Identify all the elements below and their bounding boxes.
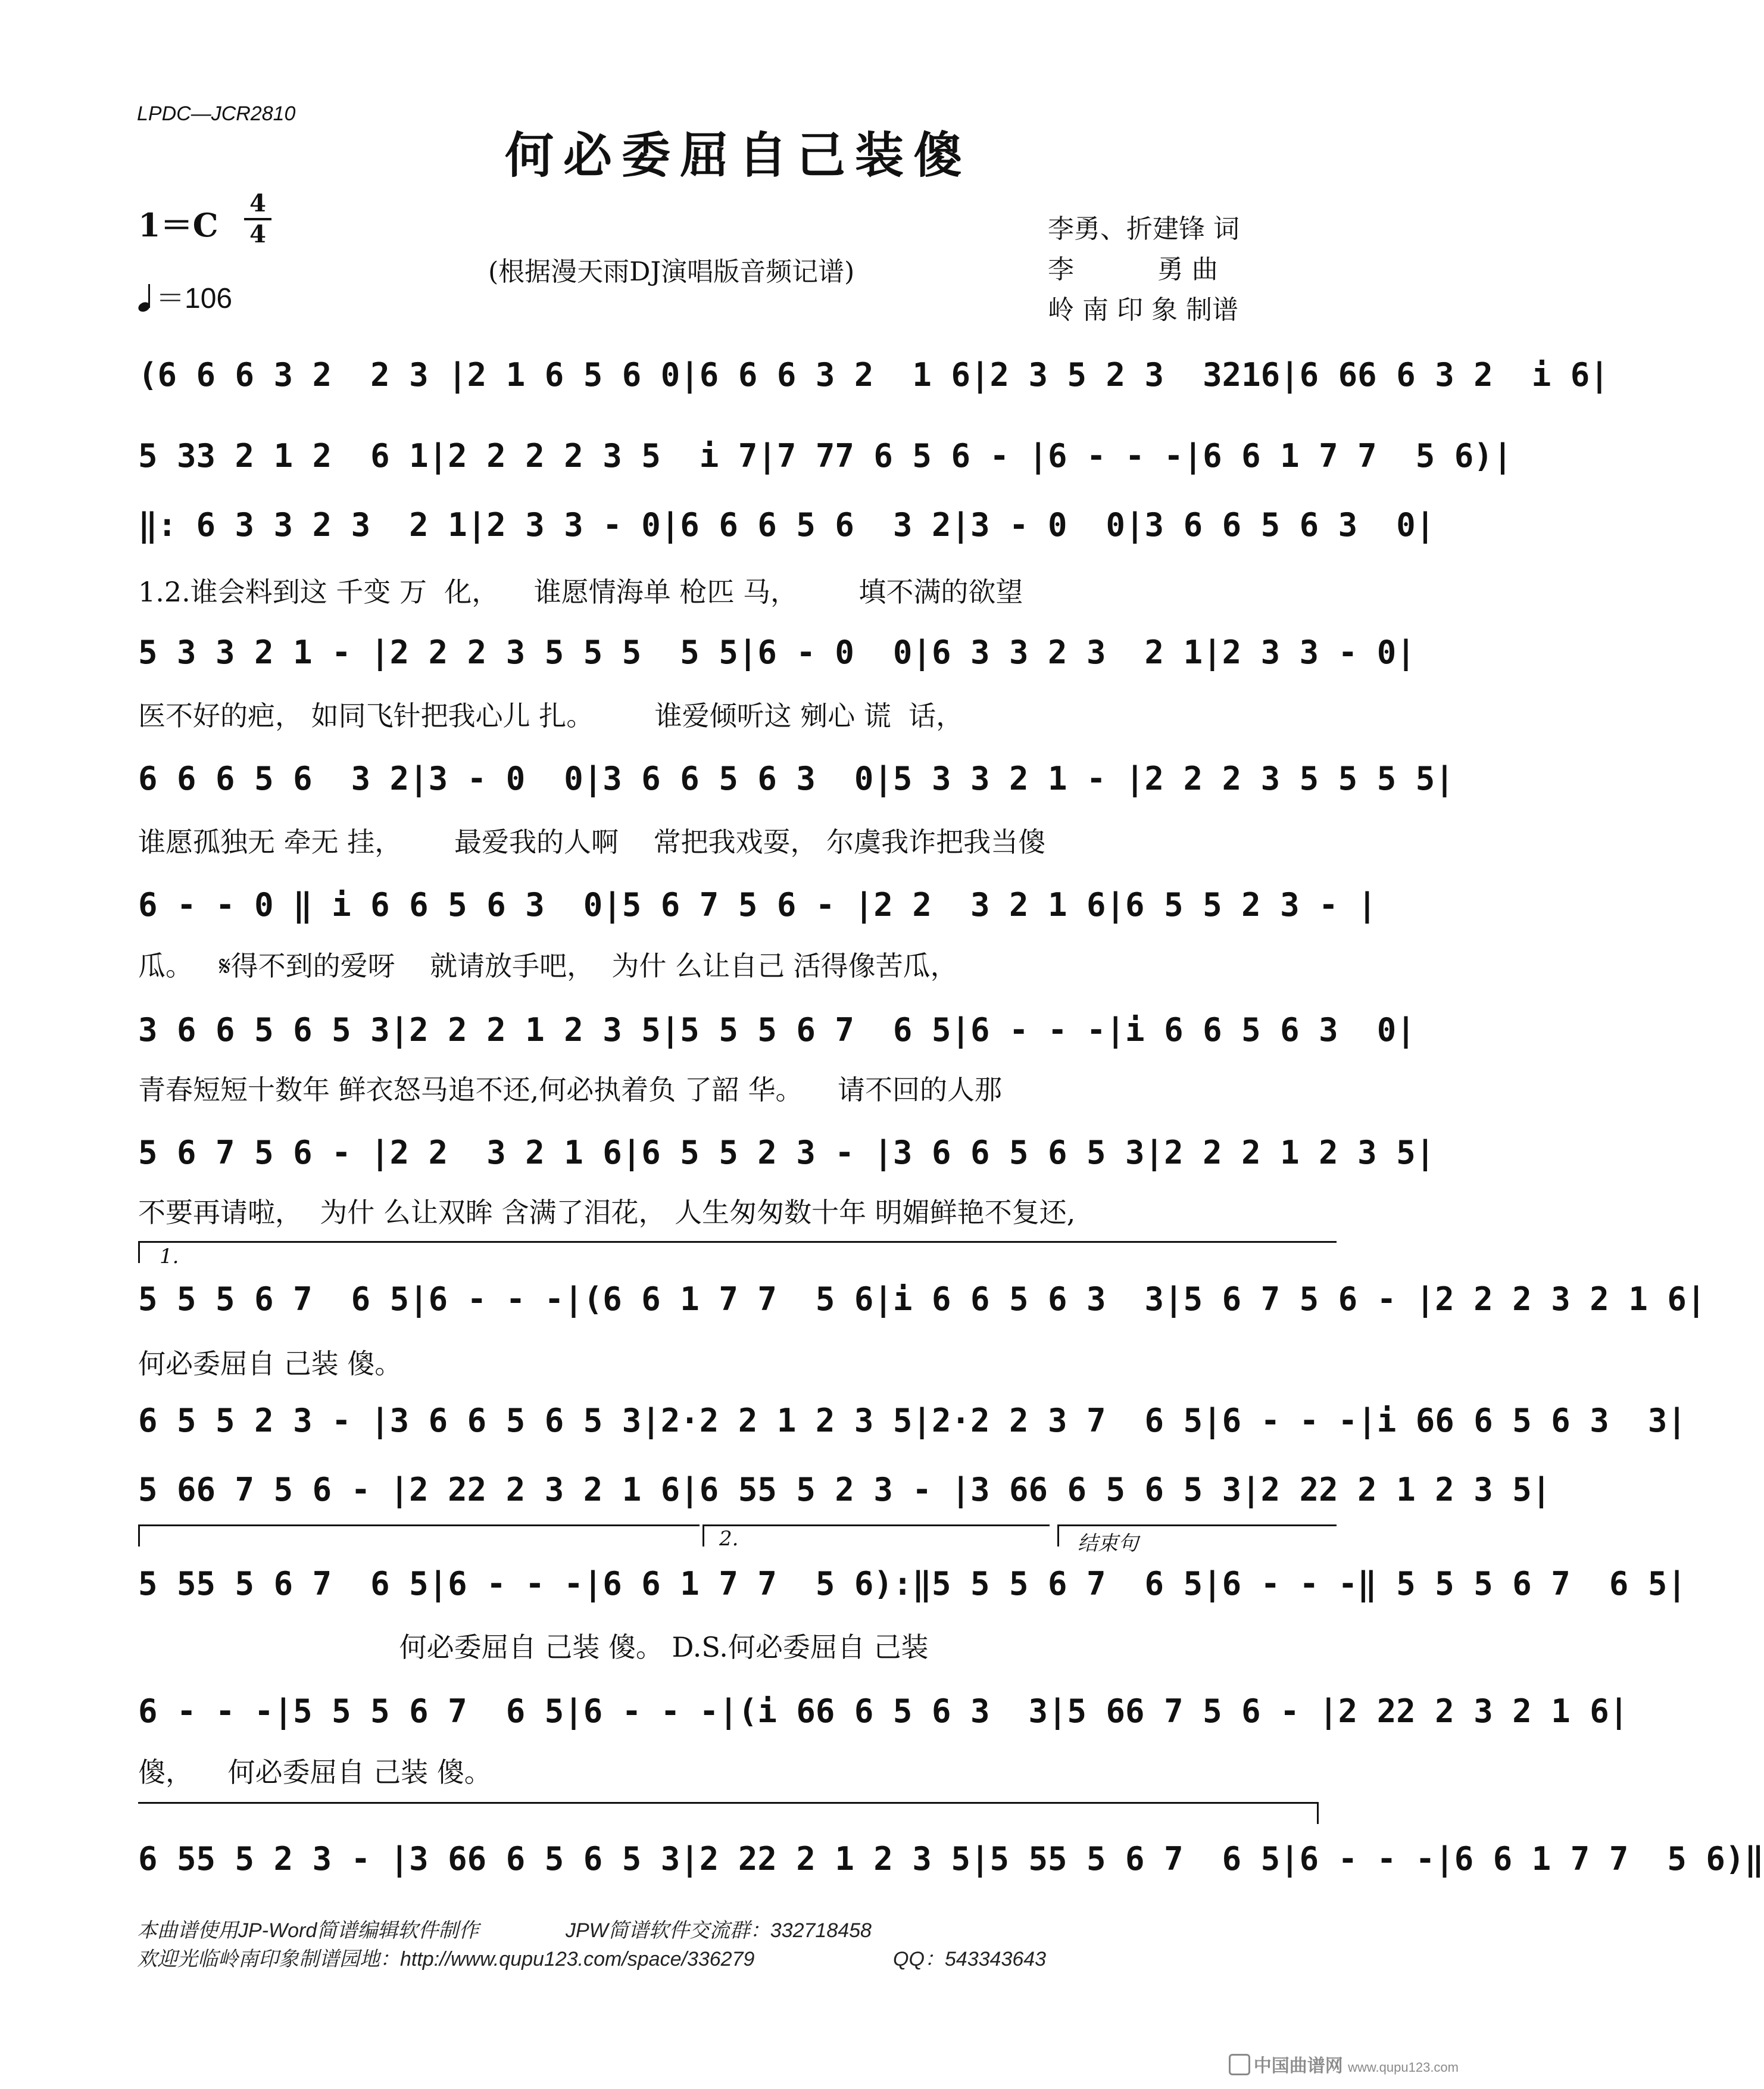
final-bracket	[138, 1802, 1319, 1824]
volta-label-2: 2.	[719, 1527, 739, 1551]
volta-bracket-2	[703, 1524, 1050, 1547]
watermark-url: www.qupu123.com	[1348, 2060, 1459, 2075]
lyric-line-3: 1.2.谁会料到这 千变 万 化， 谁愿情海单 枪匹 马， 填不满的欲望	[138, 576, 1023, 608]
credit-lyricist: 李勇、折建锋 词	[1048, 214, 1240, 244]
score-line-10: 6 5 5 2 3 - |3 6 6 5 6 5 3|2·2 2 1 2 3 5|2·2 2 3 7 6 5|6 - - -|i 66 6 5 6 3 3|	[138, 1402, 1687, 1439]
lyric-line-12: 何必委屈自 己装 傻。 D.S.何必委屈自 己装	[138, 1631, 929, 1663]
quarter-note-icon	[138, 285, 151, 311]
score-line-5: 6 6 6 5 6 3 2|3 - 0 0|3 6 6 5 6 3 0|5 3 3 2 1 - |2 2 2 3 5 5 5 5|	[138, 760, 1454, 797]
score-line-4: 5 3 3 2 1 - |2 2 2 3 5 5 5 5 5|6 - 0 0|6 3 3 2 3 2 1|2 3 3 - 0|	[138, 634, 1416, 671]
volta-label-1: 1.	[160, 1245, 179, 1268]
volta-bracket-repeat	[138, 1524, 700, 1547]
logo-icon	[1229, 2054, 1250, 2075]
time-signature-bottom: 4	[249, 220, 266, 248]
tempo-mark	[138, 275, 232, 316]
footer-qq: QQ：543343643	[893, 1948, 1047, 1970]
time-signature	[244, 191, 271, 248]
lyric-line-6: 瓜。 𝄋得不到的爱呀 就请放手吧， 为什 么让自己 活得像苦瓜，	[138, 950, 958, 982]
score-line-7: 3 6 6 5 6 5 3|2 2 2 1 2 3 5|5 5 5 6 7 6 5|6 - - -|i 6 6 5 6 3 0|	[138, 1011, 1416, 1049]
lyric-line-8: 不要再请啦， 为什 么让双眸 含满了泪花， 人生匆匆数十年 明媚鲜艳不复还,	[138, 1196, 1076, 1229]
song-title: 何必委屈自己装傻	[504, 127, 972, 184]
footer-website[interactable]: 欢迎光临岭南印象制谱园地：http://www.qupu123.com/space/336279	[137, 1948, 755, 1970]
score-line-11: 5 66 7 5 6 - |2 22 2 3 2 1 6|6 55 5 2 3 - |3 66 6 5 6 5 3|2 22 2 1 2 3 5|	[138, 1471, 1551, 1508]
lyric-line-4: 医不好的疤， 如同飞针把我心儿 扎。 谁爱倾听这 剜心 谎 话，	[138, 700, 964, 732]
lyric-line-9: 何必委屈自 己装 傻。	[138, 1348, 402, 1380]
credit-composer: 李 勇 曲	[1048, 254, 1218, 285]
tempo-value: ＝106	[156, 283, 233, 314]
score-line-12: 5 55 5 6 7 6 5|6 - - -|6 6 1 7 7 5 6):‖5 5 5 6 7 6 5|6 - - -‖ 5 5 5 6 7 6 5|	[138, 1565, 1687, 1602]
key-signature: 1＝C	[138, 206, 218, 244]
watermark-logo	[1229, 2051, 1459, 2077]
credit-arranger: 岭 南 印 象 制谱	[1048, 295, 1238, 325]
source-note: (根据漫天雨DJ演唱版音频记谱)	[488, 257, 855, 287]
score-line-2: 5 33 2 1 2 6 1|2 2 2 2 3 5 i 7|7 77 6 5 6 - |6 - - -|6 6 1 7 7 5 6)|	[138, 437, 1513, 475]
score-line-6: 6 - - 0 ‖ i 6 6 5 6 3 0|5 6 7 5 6 - |2 2 3 2 1 6|6 5 5 2 3 - |	[138, 886, 1377, 924]
time-signature-top: 4	[249, 189, 266, 217]
ending-label: 结束句	[1078, 1532, 1138, 1555]
watermark-text: 中国曲谱网	[1253, 2056, 1343, 2076]
score-line-1: (6 6 6 3 2 2 3 |2 1 6 5 6 0|6 6 6 3 2 1 6|2 3 5 2 3 3216|6 66 6 3 2 i 6|	[138, 356, 1609, 394]
lyric-line-7: 青春短短十数年 鲜衣怒马追不还,何必执着负 了韶 华。 请不回的人那	[138, 1074, 1002, 1106]
score-line-3: ‖: 6 3 3 2 3 2 1|2 3 3 - 0|6 6 6 5 6 3 2|3 - 0 0|3 6 6 5 6 3 0|	[138, 506, 1435, 544]
lyric-line-13: 傻， 何必委屈自 己装 傻。	[138, 1756, 492, 1788]
score-code: LPDC—JCR2810	[137, 102, 296, 125]
score-line-14: 6 55 5 2 3 - |3 66 6 5 6 5 3|2 22 2 1 2 3 5|5 55 5 6 7 6 5|6 - - -|6 6 1 7 7 5 6)‖	[138, 1840, 1764, 1878]
footer-group: JPW简谱软件交流群：332718458	[566, 1919, 872, 1942]
score-line-9: 5 5 5 6 7 6 5|6 - - -|(6 6 1 7 7 5 6|i 6 6 5 6 3 3|5 6 7 5 6 - |2 2 2 3 2 1 6|	[138, 1280, 1706, 1318]
volta-bracket-1	[138, 1241, 1337, 1263]
footer-software: 本曲谱使用JP-Word简谱编辑软件制作	[137, 1919, 479, 1942]
lyric-line-5: 谁愿孤独无 牵无 挂， 最爱我的人啊 常把我戏耍， 尔虞我诈把我当傻	[138, 826, 1046, 858]
score-line-13: 6 - - -|5 5 5 6 7 6 5|6 - - -|(i 66 6 5 6 3 3|5 66 7 5 6 - |2 22 2 3 2 1 6|	[138, 1692, 1629, 1730]
score-line-8: 5 6 7 5 6 - |2 2 3 2 1 6|6 5 5 2 3 - |3 6 6 5 6 5 3|2 2 2 1 2 3 5|	[138, 1134, 1435, 1171]
